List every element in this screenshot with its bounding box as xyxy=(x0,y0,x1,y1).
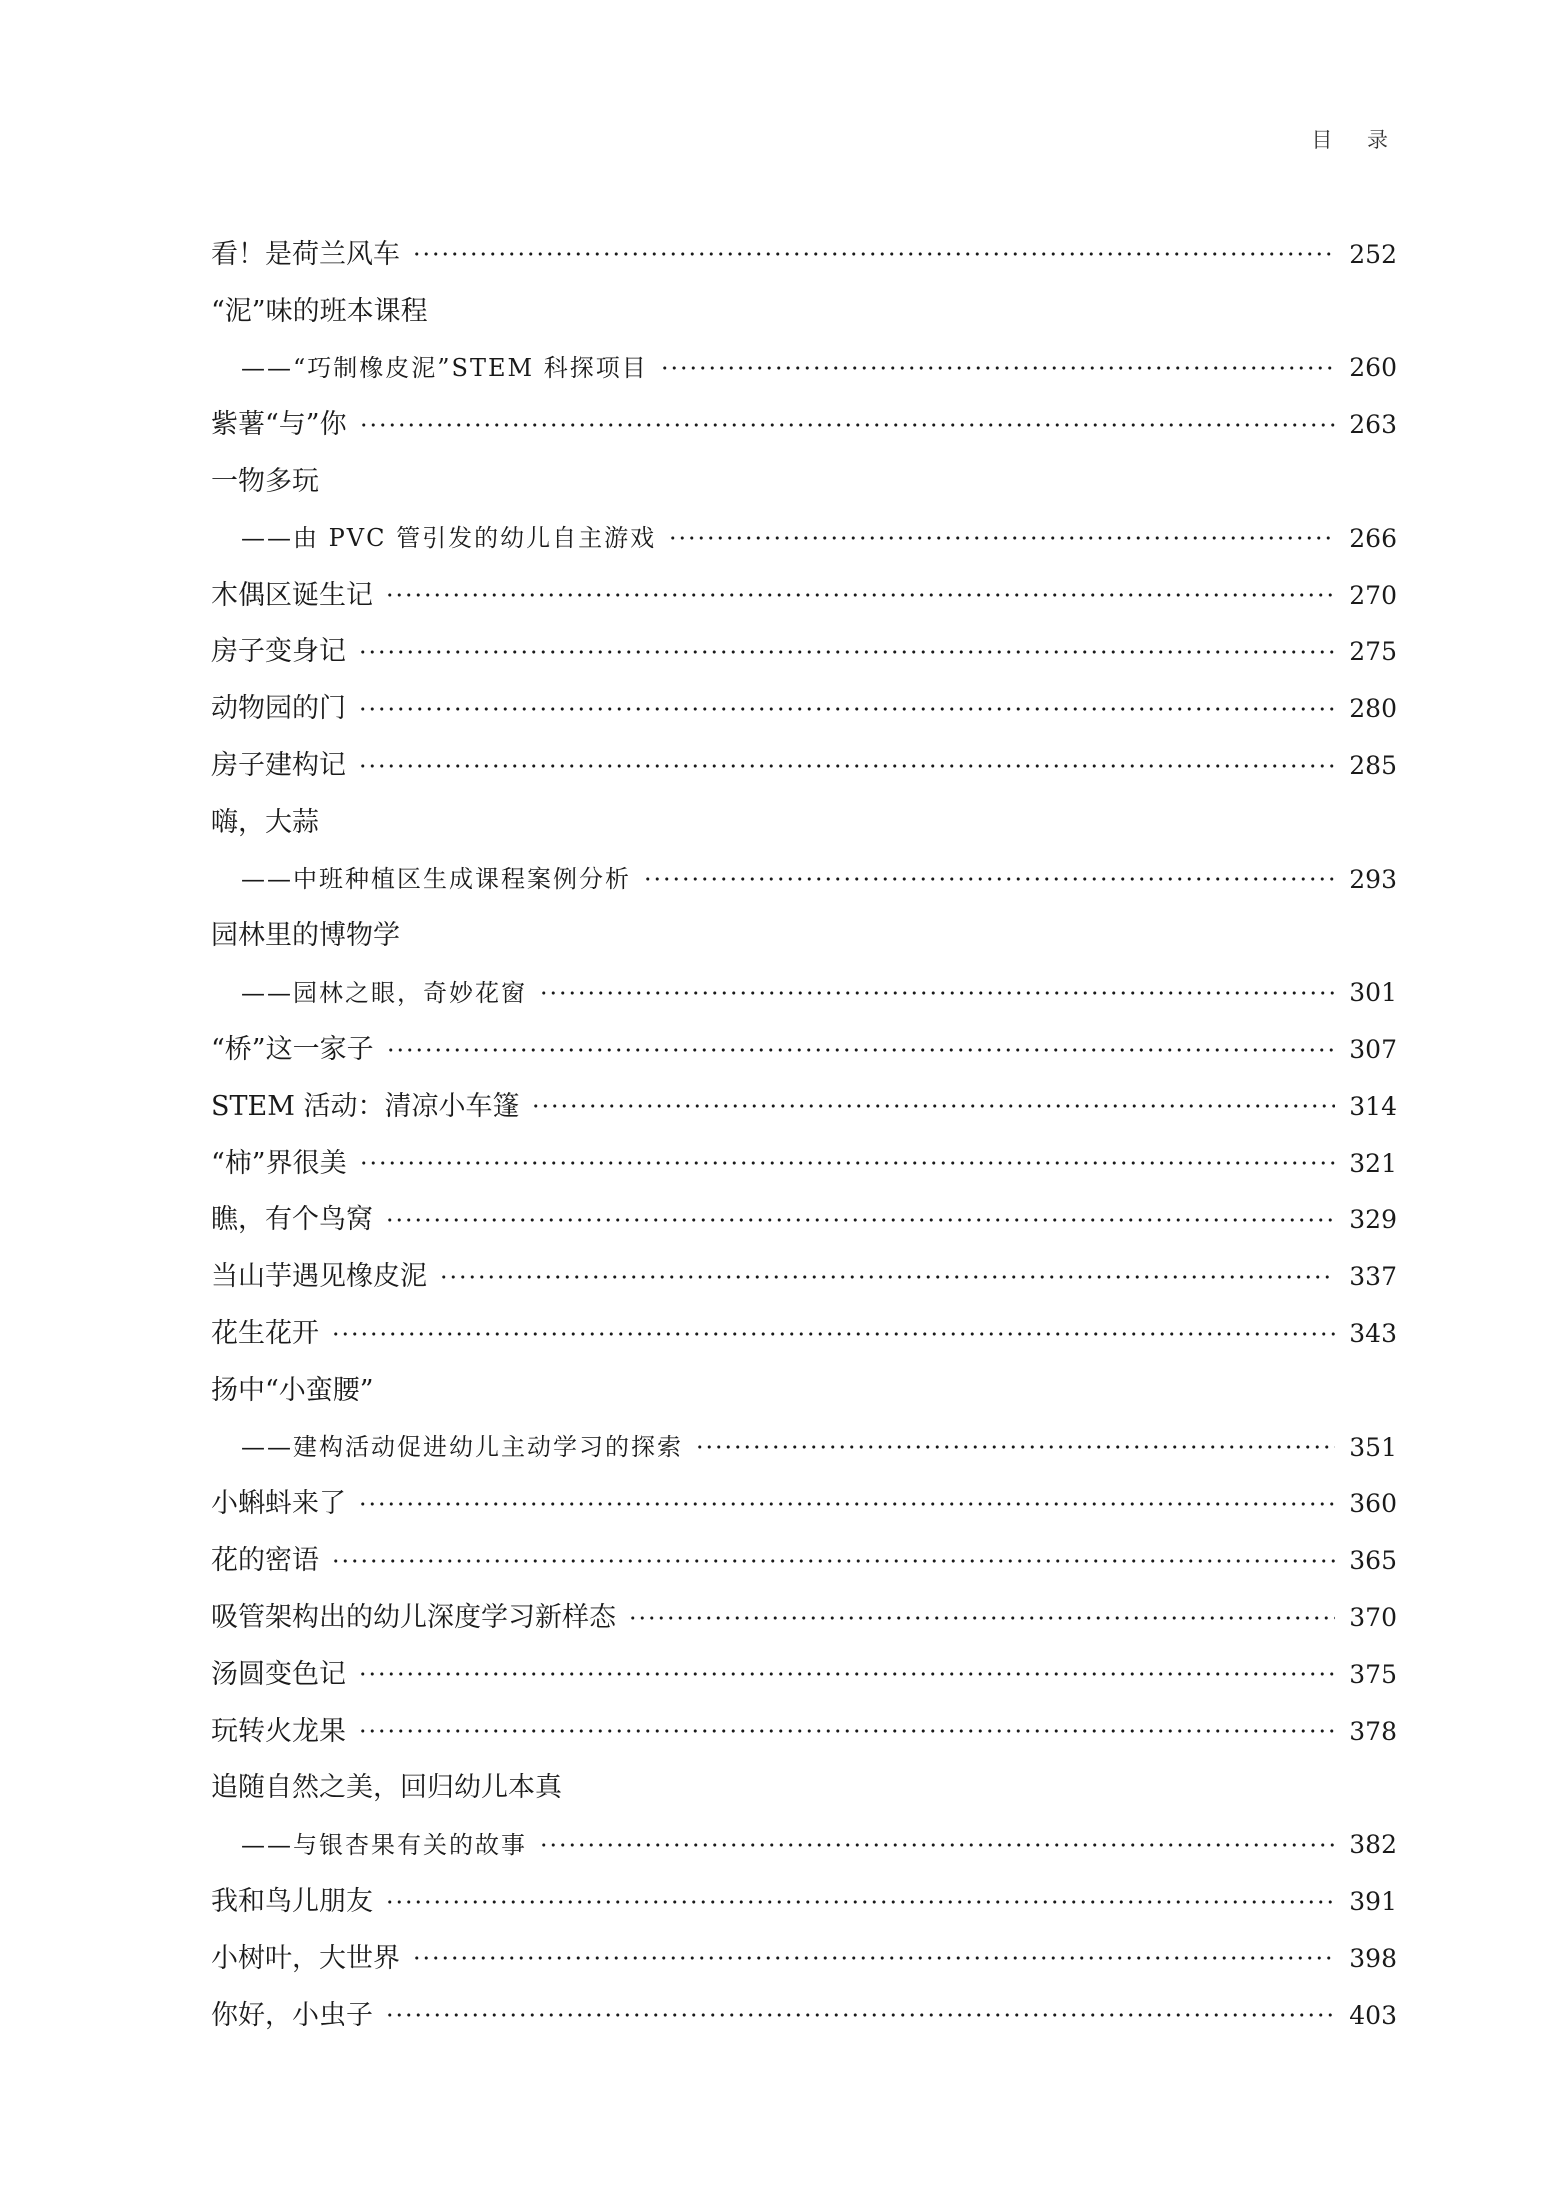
toc-entry-row[interactable] xyxy=(211,908,1397,965)
toc-subtitle: ——由 PVC 管引发的幼儿自主游戏 xyxy=(241,524,657,553)
toc-subtitle-row[interactable] xyxy=(211,510,1397,567)
dot-leader xyxy=(660,365,1336,371)
page-number: 343 xyxy=(1349,1319,1397,1349)
page-number: 314 xyxy=(1349,1091,1397,1121)
toc-entry-row[interactable] xyxy=(211,1873,1397,1930)
page-number: 398 xyxy=(1349,1943,1397,1973)
dot-leader xyxy=(358,649,1335,655)
page-number: 391 xyxy=(1349,1887,1397,1916)
toc-entry-row[interactable] xyxy=(211,1078,1397,1135)
toc-title: 木偶区诞生记 xyxy=(211,579,373,611)
toc-title: 花生花开 xyxy=(211,1318,319,1350)
toc-entry-row[interactable] xyxy=(211,680,1397,737)
toc-entry-row[interactable] xyxy=(211,737,1397,794)
toc-entry-row[interactable] xyxy=(211,1760,1397,1817)
dot-leader xyxy=(695,1444,1335,1450)
page-number: 337 xyxy=(1349,1262,1397,1292)
page-number: 351 xyxy=(1349,1432,1397,1462)
toc-title: “柿”界很美 xyxy=(211,1147,347,1179)
toc-entry-row[interactable] xyxy=(211,226,1397,283)
toc-entry-row[interactable] xyxy=(211,1362,1397,1419)
toc-subtitle: ——与银杏果有关的故事 xyxy=(241,1830,527,1859)
page-number: 375 xyxy=(1349,1659,1397,1689)
dot-leader xyxy=(359,1160,1336,1166)
dot-leader xyxy=(331,1558,1335,1564)
dot-leader xyxy=(412,251,1335,257)
toc-entry-row[interactable] xyxy=(211,453,1397,510)
page-number: 329 xyxy=(1349,1205,1397,1235)
toc-subtitle-row[interactable] xyxy=(211,1816,1397,1873)
dot-leader xyxy=(385,1217,1335,1223)
toc-entry-row[interactable] xyxy=(211,1987,1397,2044)
toc-title: 你好，小虫子 xyxy=(211,1999,373,2031)
toc-entry-row[interactable] xyxy=(211,794,1397,851)
toc-entry-row[interactable] xyxy=(211,1589,1397,1646)
toc-subtitle-row[interactable] xyxy=(211,1419,1397,1476)
toc-title: 汤圆变色记 xyxy=(211,1658,346,1690)
toc-entry-row[interactable] xyxy=(211,1135,1397,1192)
toc-title: STEM 活动：清凉小车篷 xyxy=(211,1090,520,1122)
dot-leader xyxy=(385,1899,1335,1905)
dot-leader xyxy=(439,1274,1335,1280)
dot-leader xyxy=(358,1728,1335,1734)
toc-entry-row[interactable] xyxy=(211,624,1397,681)
page-number: 260 xyxy=(1349,353,1397,383)
toc-entry-row[interactable] xyxy=(211,396,1397,453)
dot-leader xyxy=(531,1103,1335,1109)
page-number: 382 xyxy=(1349,1830,1397,1860)
dot-leader xyxy=(668,535,1335,541)
toc-title: 吸管架构出的幼儿深度学习新样态 xyxy=(211,1602,616,1634)
toc-title: 小树叶，大世界 xyxy=(211,1942,400,1974)
page-number: 307 xyxy=(1349,1035,1397,1065)
toc-entry-row[interactable] xyxy=(211,1248,1397,1305)
toc-title: 花的密语 xyxy=(211,1545,319,1577)
dot-leader xyxy=(628,1615,1335,1621)
toc-entry-row[interactable] xyxy=(211,1930,1397,1987)
toc-entry-row[interactable] xyxy=(211,567,1397,624)
page-number: 370 xyxy=(1349,1603,1397,1633)
dot-leader xyxy=(386,1047,1336,1053)
page-number: 270 xyxy=(1349,580,1397,610)
toc-subtitle: ——建构活动促进幼儿主动学习的探索 xyxy=(241,1433,683,1462)
page-number: 365 xyxy=(1349,1546,1397,1576)
toc-title: 房子建构记 xyxy=(211,750,346,782)
toc-subtitle: ——“巧制橡皮泥”STEM 科探项目 xyxy=(241,353,648,382)
toc-entry-row[interactable] xyxy=(211,1476,1397,1533)
page-number: 285 xyxy=(1349,751,1397,781)
toc-title: “泥”味的班本课程 xyxy=(211,295,428,327)
toc-entry-row[interactable] xyxy=(211,1305,1397,1362)
page-number: 378 xyxy=(1349,1716,1397,1746)
dot-leader xyxy=(412,1955,1335,1961)
dot-leader xyxy=(539,1842,1335,1848)
page-number: 360 xyxy=(1349,1489,1397,1519)
toc-title: 小蝌蚪来了 xyxy=(211,1488,346,1520)
toc-title: 房子变身记 xyxy=(211,636,346,668)
dot-leader xyxy=(331,1331,1335,1337)
dot-leader xyxy=(359,422,1336,428)
page-number: 266 xyxy=(1349,523,1397,553)
dot-leader xyxy=(385,2012,1335,2018)
toc-subtitle: ——中班种植区生成课程案例分析 xyxy=(241,865,631,894)
dot-leader xyxy=(358,1501,1335,1507)
toc-title: 紫薯“与”你 xyxy=(211,409,347,441)
table-of-contents xyxy=(211,226,1397,2044)
toc-title: 一物多玩 xyxy=(211,466,319,498)
dot-leader xyxy=(358,706,1335,712)
page-number: 252 xyxy=(1349,239,1397,269)
page-number: 301 xyxy=(1349,978,1397,1008)
dot-leader xyxy=(358,1671,1335,1677)
dot-leader xyxy=(385,592,1335,598)
page-number: 280 xyxy=(1349,694,1397,724)
toc-entry-row[interactable] xyxy=(211,1192,1397,1249)
running-header: 目 录 xyxy=(1311,128,1402,152)
toc-title: “桥”这一家子 xyxy=(211,1034,374,1066)
toc-title: 看！是荷兰风车 xyxy=(211,238,400,270)
dot-leader xyxy=(643,876,1335,882)
toc-subtitle-row[interactable] xyxy=(211,340,1397,397)
toc-title: 扬中“小蛮腰” xyxy=(211,1374,374,1406)
toc-subtitle-row[interactable] xyxy=(211,851,1397,908)
page-number: 293 xyxy=(1349,864,1397,894)
page-number: 403 xyxy=(1349,2000,1397,2030)
toc-subtitle-row[interactable] xyxy=(211,964,1397,1021)
dot-leader xyxy=(358,763,1335,769)
toc-entry-row[interactable] xyxy=(211,283,1397,340)
dot-leader xyxy=(539,990,1335,996)
toc-entry-row[interactable] xyxy=(211,1703,1397,1760)
toc-entry-row[interactable] xyxy=(211,1532,1397,1589)
toc-entry-row[interactable] xyxy=(211,1646,1397,1703)
toc-title: 动物园的门 xyxy=(211,693,346,725)
toc-title: 瞧，有个鸟窝 xyxy=(211,1204,373,1236)
page-number: 321 xyxy=(1349,1148,1397,1178)
toc-title: 嗨，大蒜 xyxy=(211,806,319,838)
toc-title: 我和鸟儿朋友 xyxy=(211,1886,373,1917)
toc-entry-row[interactable] xyxy=(211,1021,1397,1078)
page-number: 263 xyxy=(1349,410,1397,440)
toc-title: 追随自然之美，回归幼儿本真 xyxy=(211,1772,562,1804)
toc-title: 园林里的博物学 xyxy=(211,920,400,952)
toc-subtitle: ——园林之眼，奇妙花窗 xyxy=(241,978,527,1007)
toc-title: 玩转火龙果 xyxy=(211,1715,346,1747)
page-number: 275 xyxy=(1349,637,1397,667)
toc-title: 当山芋遇见橡皮泥 xyxy=(211,1261,427,1293)
